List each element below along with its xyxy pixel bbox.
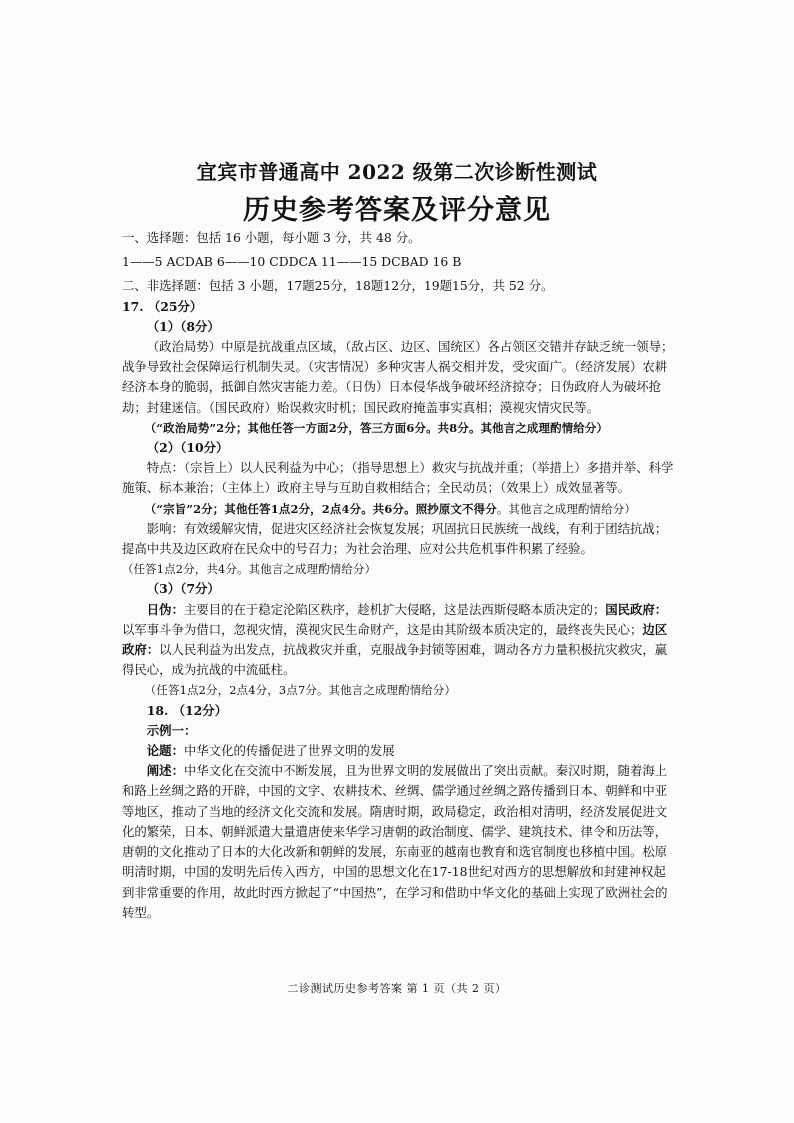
- q17-sub1-note: （“政治局势”2分；其他任答一方面2分，答三方面6分。共8分。其他言之成理酌情给分）: [144, 420, 609, 435]
- page-footer: 二诊测试历史参考答案 第 1 页（共 2 页）: [287, 982, 507, 995]
- key-exposition: 阐述：: [146, 763, 184, 779]
- part1-answers: 1——5 ACDAB 6——10 CDDCA 11——15 DCBAD 16 B: [122, 254, 462, 270]
- key-guomin: 国民政府：: [605, 601, 668, 617]
- q17-sub1-label: （1）（8分）: [146, 318, 220, 334]
- key-riwei: 日伪：: [146, 601, 184, 617]
- key-thesis: 论题：: [146, 743, 184, 759]
- q18-label: 18. （12分）: [146, 702, 228, 718]
- q17-sub3-label: （3）（7分）: [146, 581, 220, 597]
- q17-sub2-effect: 影响：有效缓解灾情，促进灾区经济社会恢复发展；巩固抗日民族统一战线，有利于团结抗战；提高中共及边区政府在民众中的号召力；为社会治理、应对公共危机事件积累了经验。: [122, 520, 668, 557]
- q17-sub3-text: [122, 600, 678, 681]
- q18-example: 示例一：: [146, 722, 197, 738]
- document-title: 历史参考答案及评分意见: [243, 195, 551, 226]
- note-no-copy: 照抄原文不得分: [415, 501, 497, 516]
- part2-header: 二、非选择题：包括 3 小题，17题25分，18题12分，19题15分，共 52 分。: [122, 278, 554, 294]
- q17-sub3-note: （任答1点2分，2点4分，3点7分。其他言之成理酌情给分）: [144, 683, 457, 698]
- text-exposition: 中华文化在交流中不断发展，且为世界文明的发展做出了突出贡献。秦汉时期，随着海上和路上丝绸之路的开辟，中国的文字、农耕技术、丝绸、儒学通过丝绸之路传播到日本、朝鲜和中亚等地区，推动了当地的经济文化交流和发展。隋唐时期，政局稳定，政治相对清明，经济发展促进文化的繁荣，日本、朝鲜派遣大量遣唐使来华学习唐朝的政治制度、儒学、建筑技术、律令和历法等，唐朝的文化推动了日本的大化改新和朝鲜的发展，东南亚的越南也教育和选官制度也移植中国。松原明清时期，中国的发明先后传入西方，中国的思想文化在17-18世纪对西方的思想解放和封建神权起到非常重要的作用，故此时西方掀起了“中国热”，在学习和借助中华文化的基础上实现了欧洲社会的转型。: [122, 763, 668, 920]
- answer-content: [122, 228, 678, 923]
- note-part-c: 。其他言之成理酌情给分）: [496, 501, 636, 516]
- q18-exposition: [122, 761, 678, 923]
- q18-thesis: [122, 741, 678, 761]
- q17-label: 17. （25分）: [122, 298, 203, 314]
- note-part-a: （“宗旨”2分；其他任答1点2分，2点4分。共6分。: [144, 501, 416, 516]
- key-bianqu: 边区政府：: [122, 621, 668, 658]
- exam-title: 宜宾市普通高中 2022 级第二次诊断性测试: [196, 160, 598, 184]
- part1-header: 一、选择题：包括 16 小题，每小题 3 分，共 48 分。: [122, 230, 421, 245]
- text-thesis: 中华文化的传播促进了世界文明的发展: [183, 743, 395, 759]
- q17-sub2-note: [122, 499, 678, 519]
- q17-sub2-text: 特点：（宗旨上）以人民利益为中心；（指导思想上）救灾与抗战并重；（举措上）多措并举、科学施策、标本兼治；（主体上）政府主导与互助自救相结合；全民动员；（效果上）成效显著等。: [122, 460, 674, 496]
- text-riwei: 主要目的在于稳定沦陷区秩序，趁机扩大侵略，这是法西斯侵略本质决定的；: [183, 601, 606, 617]
- text-guomin: 以军事斗争为借口，忽视灾情，漠视灾民生命财产，这是由其阶级本质决定的，最终丧失民心；: [122, 621, 643, 637]
- q17-sub1-text: （政治局势）中原是抗战重点区域，（敌占区、边区、国统区）各占领区交错并存缺乏统一领导；战争导致社会保障运行机制失灵。（灾害情况）多种灾害人祸交相并发，受灾面广。（经济发展）农耕经济本身的脆弱，抵御自然灾害能力差。（日伪）日本侵华战争破坏经济掠夺；日伪政府人为破坏抢劫；封建迷信。（国民政府）贻误救灾时机；国民政府掩盖事实真相；漠视灾情灾民等。: [122, 339, 674, 415]
- q17-sub2-label: （2）（10分）: [146, 440, 229, 456]
- q17-sub2-effect-note: （任答1点2分，共4分。其他言之成理酌情给分）: [122, 562, 377, 577]
- text-bianqu: 以人民利益为出发点，抗战救灾并重，克服战争封锁等困难，调动各方力量积极抗灾救灾，赢得民心，成为抗战的中流砥柱。: [122, 642, 668, 678]
